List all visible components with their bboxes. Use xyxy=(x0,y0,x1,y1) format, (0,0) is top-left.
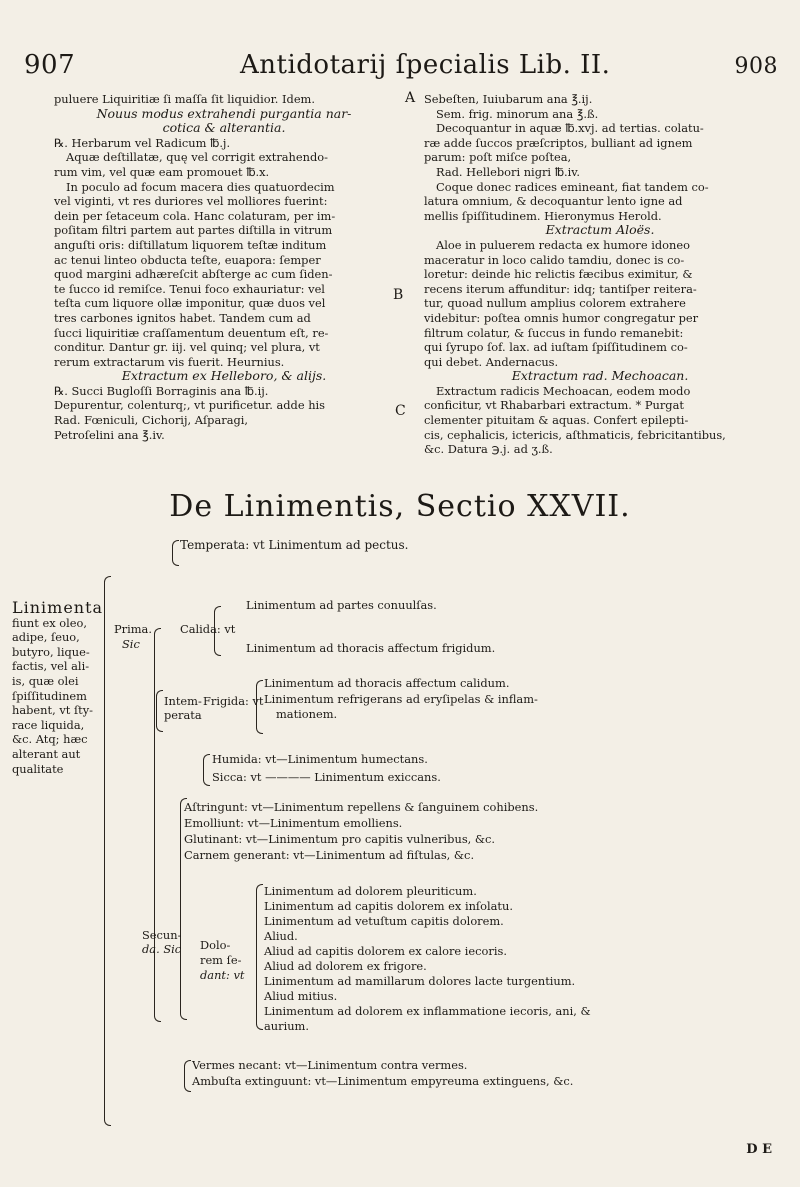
tree-intemperata: Intem- xyxy=(164,694,202,708)
text-line: Depurentur, colenturq;, vt purificetur. adde his xyxy=(54,398,326,413)
tree-glutinant: Glutinant: vt—Linimentum pro capitis vulneribus, &c. xyxy=(184,832,496,846)
side-note-line: adipe, ſeuo, xyxy=(12,630,80,645)
humida-bracket xyxy=(203,754,210,786)
side-note-line: ſpiſſitudinem xyxy=(12,688,87,703)
tree-sicca: Sicca: vt ———— Linimentum exiccans. xyxy=(212,770,441,784)
text-line: qui ſyrupo ſof. lax. ad iuſtam ſpiſſitudinem co- xyxy=(424,340,688,355)
text-line: Coque donec radices emineant, fiat tandem co- xyxy=(436,179,709,194)
text-line: parum: poſt miſce poſtea, xyxy=(424,150,572,165)
text-line: anguſti oris: diſtillatum liquorem teſtæ inditum xyxy=(54,237,327,252)
tree-calida: Calida: vt xyxy=(180,622,236,636)
text-line: Extractum radicis Mechoacan, eodem modo xyxy=(436,383,691,398)
side-note-line: habent, vt ſty- xyxy=(12,703,94,718)
text-line: ac tenui linteo obducta teſte, euapora: ſemper xyxy=(54,252,321,267)
side-note-line: Linimenta xyxy=(12,598,104,617)
text-line: Aquæ deſtillatæ, quę vel corrigit extrahendo- xyxy=(66,150,328,165)
intemperata-bracket xyxy=(156,690,163,732)
side-note-line: butyro, lique- xyxy=(12,644,90,659)
side-note-line: is, quæ olei xyxy=(12,673,79,688)
text-line: quod margini adhæreſcit abſterge ac cum ſiden- xyxy=(54,267,333,282)
text-line: maceratur in loco calido tamdiu, donec is co- xyxy=(424,252,685,267)
text-line: Decoquantur in aquæ ℔.xvj. ad tertias. colatu- xyxy=(436,121,704,136)
tree-temperata: Temperata: vt Linimentum ad pectus. xyxy=(180,538,409,552)
text-line: qui debet. Andernacus. xyxy=(424,354,559,369)
tree-dolor-9: Linimentum ad dolorem ex inflammatione iecoris, ani, & xyxy=(264,1004,591,1018)
tree-secunda-sic: da. Sic xyxy=(142,942,182,956)
text-line: rerum extractarum vis fuerit. Heurnius. xyxy=(54,354,285,369)
text-line: Aloe in puluerem redacta ex humore idoneo xyxy=(436,237,690,252)
text-line: cis, cephalicis, ictericis, aſthmaticis, febricitantibus, xyxy=(424,427,726,442)
tree-sic: Sic xyxy=(122,637,140,651)
text-line: ræ adde ſuccos præſcriptos, bulliant ad ignem xyxy=(424,135,693,150)
tree-frigida-3: mationem. xyxy=(276,707,338,721)
tree-dolor-10: aurium. xyxy=(264,1019,309,1033)
side-note-line: &c. Atq; hæc xyxy=(12,732,88,747)
tree-dolor-5: Aliud ad capitis dolorem ex calore iecoris. xyxy=(264,944,507,958)
tree-secunda: Secun- xyxy=(142,928,182,942)
tree-calida-1: Linimentum ad partes conuulſas. xyxy=(246,598,437,612)
text-line: rum vim, vel quæ eam promouet ℔.x. xyxy=(54,164,270,179)
running-title: Antidotarij ſpecialis Lib. II. xyxy=(240,50,611,80)
tree-frigida: Frigida: vt xyxy=(203,694,264,708)
tree-astringunt: Aſtringunt: vt—Linimentum repellens & ſanguinem cohibens. xyxy=(184,800,539,814)
tree-emolliunt: Emolliunt: vt—Linimentum emolliens. xyxy=(184,816,403,830)
vermes-bracket xyxy=(184,1060,191,1092)
tree-dant: dant: vt xyxy=(200,968,245,982)
subheading: cotica & alterantia. xyxy=(162,120,286,136)
tree-intemperata-2: perata xyxy=(164,708,202,722)
dolorem-bracket xyxy=(256,884,263,1030)
tree-dolo: Dolo- xyxy=(200,938,231,952)
tree-calida-2: Linimentum ad thoracis affectum frigidum. xyxy=(246,641,496,655)
side-note-line: alterant aut xyxy=(12,746,81,761)
text-line: In poculo ad focum macera dies quatuordecim xyxy=(66,179,335,194)
text-line: Sebeſten, Iuiubarum ana ℥.ij. xyxy=(424,92,593,106)
tree-dolor-3: Linimentum ad vetuſtum capitis dolorem. xyxy=(264,914,504,928)
text-line: dein per ſetaceum cola. Hanc colaturam, per im- xyxy=(54,208,336,223)
text-line: ℞. Herbarum vel Radicum ℔.j. xyxy=(54,135,231,150)
text-line: vel viginti, vt res duriores vel molliores fuerint: xyxy=(54,194,328,209)
text-line: Sem. frig. minorum ana ℥.ß. xyxy=(436,106,599,121)
tree-dolor-6: Aliud ad dolorem ex frigore. xyxy=(264,959,427,973)
text-line: filtrum colatur, & ſuccus in fundo remanebit: xyxy=(424,325,684,340)
subheading: Nouus modus extrahendi purgantia nar- xyxy=(96,105,352,121)
side-note-line: fiunt ex oleo, xyxy=(12,615,87,630)
tree-dolor-4: Aliud. xyxy=(264,929,298,943)
side-note-line: qualitate xyxy=(12,761,64,776)
right-column xyxy=(424,92,776,457)
text-line: teſta cum liquore ollæ imponitur, quæ duos vel xyxy=(54,296,326,311)
tree-humida: Humida: vt—Linimentum humectans. xyxy=(212,752,428,766)
text-line: &c. Datura ℈.j. ad ʒ.ß. xyxy=(424,442,553,457)
text-line: te ſucco id remiſce. Tenui foco exhauriatur: vel xyxy=(54,281,325,296)
page-number-left: 907 xyxy=(24,50,76,80)
left-column xyxy=(54,92,394,442)
temperata-bracket xyxy=(172,540,179,566)
side-note xyxy=(12,598,104,776)
text-line: loretur: deinde hic relictis fæcibus eximitur, & xyxy=(424,267,693,282)
page-number-right: 908 xyxy=(734,54,778,79)
text-line: Rad. Hellebori nigri ℔.iv. xyxy=(436,164,580,179)
text-line: latura omnium, & decoquantur lento igne ad xyxy=(424,194,683,209)
tree-dolor-7: Linimentum ad mamillarum dolores lacte turgentium. xyxy=(264,974,576,988)
outer-bracket xyxy=(104,576,111,1126)
subheading: Extractum Aloës. xyxy=(545,222,655,238)
tree-ambusta: Ambuſta extinguunt: vt—Linimentum empyreuma extinguens, &c. xyxy=(192,1074,574,1088)
text-line: conditur. Dantur gr. iij. vel quinq; vel plura, vt xyxy=(54,340,320,355)
text-line: poſitam filtri partem aut partes diſtilla in vitrum xyxy=(54,223,333,238)
text-line: clementer pituitam & aquas. Confert epilepti- xyxy=(424,413,689,428)
catchword: D E xyxy=(746,1142,772,1157)
text-line: Rad. Fœniculi, Cichorij, Aſparagi, xyxy=(54,413,249,428)
text-line: tur, quoad nullum amplius colorem extrahere xyxy=(424,296,686,311)
text-line: puluere Liquiritiæ ſi maſſa ſit liquidior. Idem. xyxy=(54,92,315,106)
margin-letter-c: C xyxy=(395,403,406,419)
text-line: conficitur, vt Rhabarbari extractum. * Purgat xyxy=(424,398,684,413)
tree-dolor-2: Linimentum ad capitis dolorem ex inſolatu. xyxy=(264,899,513,913)
tree-dolor-8: Aliud mitius. xyxy=(264,989,338,1003)
tree-frigida-2: Linimentum refrigerans ad eryſipelas & inflam- xyxy=(264,692,538,706)
tree-carnem: Carnem generant: vt—Linimentum ad fiſtulas, &c. xyxy=(184,848,475,862)
tree-vermes: Vermes necant: vt—Linimentum contra vermes. xyxy=(192,1058,468,1072)
text-line: videbitur: poſtea omnis humor congregatur per xyxy=(424,310,699,325)
tree-prima: Prima. xyxy=(114,622,152,636)
text-line: Petroſelini ana ℥.iv. xyxy=(54,427,165,442)
section-title: De Linimentis, Sectio XXVII. xyxy=(169,489,631,524)
text-line: mellis ſpiſſitudinem. Hieronymus Herold. xyxy=(424,208,662,223)
margin-letter-b: B xyxy=(393,287,404,303)
side-note-line: factis, vel ali- xyxy=(12,659,90,674)
text-line: ℞. Succi Bugloſſi Borraginis ana ℔.ij. xyxy=(54,383,269,398)
text-line: recens iterum affunditur: idq; tantiſper reitera- xyxy=(424,281,697,296)
side-note-line: race liquida, xyxy=(12,717,85,732)
text-line: tres carbones ignitos habet. Tandem cum ad xyxy=(54,310,311,325)
tree-frigida-1: Linimentum ad thoracis affectum calidum. xyxy=(264,676,510,690)
tree-dolor-1: Linimentum ad dolorem pleuriticum. xyxy=(264,884,477,898)
margin-letter-a: A xyxy=(405,90,416,106)
subheading: Extractum ex Helleboro, & alijs. xyxy=(121,368,327,384)
prima-bracket xyxy=(154,628,161,1022)
subheading: Extractum rad. Mechoacan. xyxy=(511,368,689,384)
text-line: ſucci liquiritiæ craſſamentum deuentum eſt, re- xyxy=(54,325,329,340)
tree-rem: rem ſe- xyxy=(200,953,242,967)
